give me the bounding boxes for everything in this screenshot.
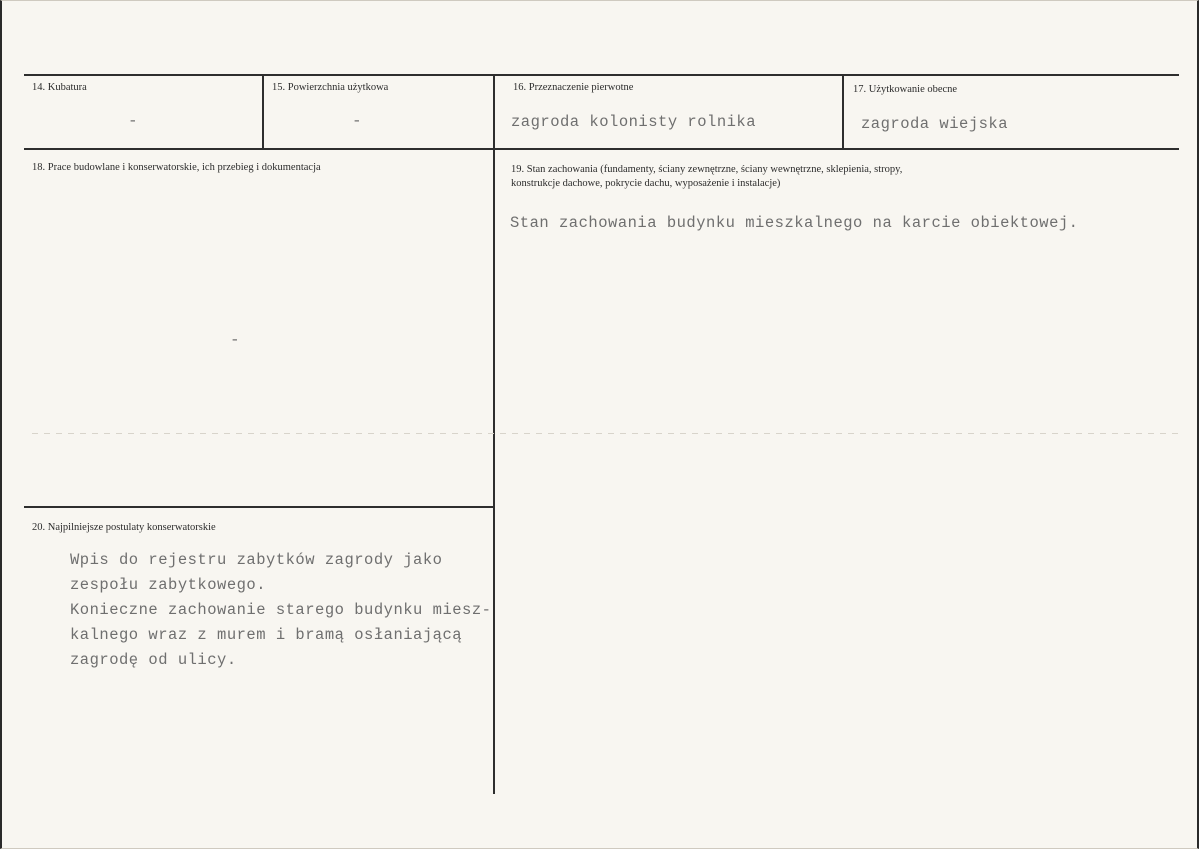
powierzchnia-value: - — [352, 112, 362, 130]
row-divider — [24, 148, 1179, 150]
stan-label-line1: 19. Stan zachowania (fundamenty, ściany zewnętrzne, ściany wewnętrzne, sklepienia, stropy, — [511, 164, 903, 175]
stan-value: Stan zachowania budynku mieszkalnego na karcie obiektowej. — [510, 214, 1079, 232]
przeznaczenie-label: 16. Przeznaczenie pierwotne — [513, 82, 634, 93]
powierzchnia-label: 15. Powierzchnia użytkowa — [272, 82, 389, 93]
stan-label-line2: konstrukcje dachowe, pokrycie dachu, wyposażenie i instalacje) — [511, 178, 781, 189]
postulaty-label: 20. Najpilniejsze postulaty konserwatorskie — [32, 522, 216, 533]
kubatura-label: 14. Kubatura — [32, 82, 87, 93]
col-divider-1 — [262, 75, 264, 148]
postulaty-line-3: Konieczne zachowanie starego budynku miesz- — [70, 601, 492, 619]
col-divider-3 — [842, 75, 844, 148]
uzytkowanie-value: zagroda wiejska — [861, 115, 1009, 133]
postulaty-value — [70, 551, 500, 691]
faint-trace — [32, 433, 1182, 434]
prace-value: - — [230, 331, 240, 349]
top-rule — [24, 74, 1179, 76]
uzytkowanie-label: 17. Użytkowanie obecne — [853, 84, 958, 95]
postulaty-line-1: Wpis do rejestru zabytków zagrody jako — [70, 551, 443, 569]
postulaty-line-4: kalnego wraz z murem i bramą osłaniającą — [70, 626, 463, 644]
przeznaczenie-value: zagroda kolonisty rolnika — [511, 113, 757, 131]
postulaty-line-2: zespołu zabytkowego. — [70, 576, 267, 594]
postulaty-line-5: zagrodę od ulicy. — [70, 651, 237, 669]
left-column-divider — [24, 506, 494, 508]
prace-label: 18. Prace budowlane i konserwatorskie, ich przebieg i dokumentacja — [32, 162, 321, 173]
kubatura-value: - — [128, 112, 138, 130]
